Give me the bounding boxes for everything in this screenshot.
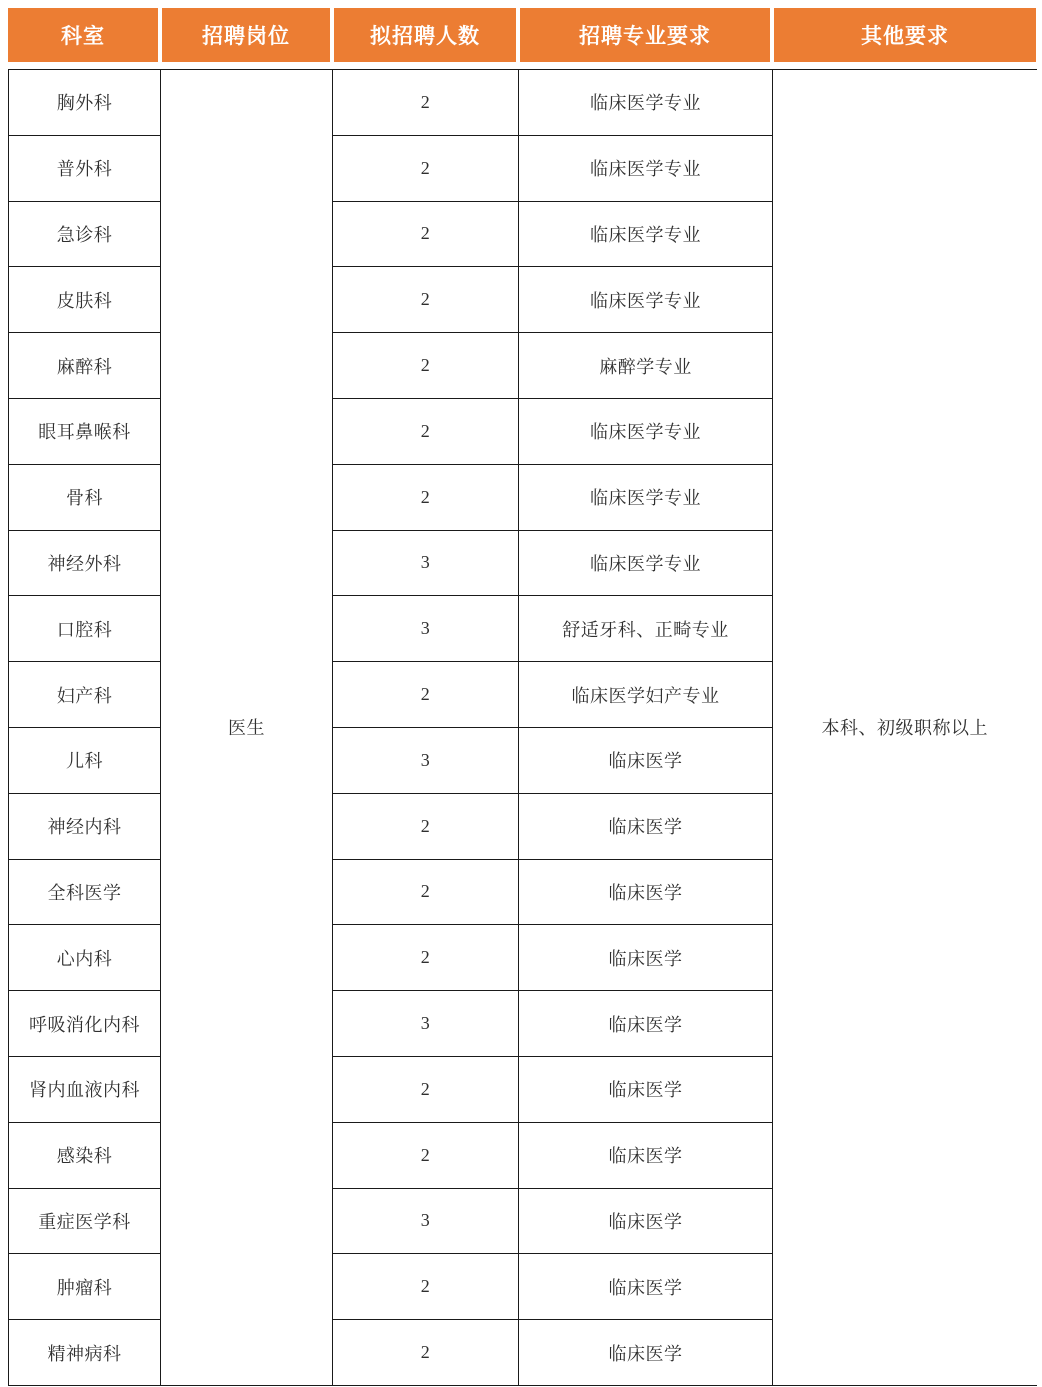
headcount-cell: 3 — [333, 991, 519, 1057]
headcount-cell: 2 — [333, 1122, 519, 1188]
other-requirement-merged-cell: 本科、初级职称以上 — [773, 70, 1037, 1386]
headcount-cell: 3 — [333, 727, 519, 793]
headcount-cell: 3 — [333, 1188, 519, 1254]
table-row — [9, 70, 1037, 136]
recruitment-table-body — [8, 69, 1037, 1386]
department-cell: 感染科 — [9, 1122, 161, 1188]
major-requirement-cell: 临床医学专业 — [519, 135, 773, 201]
headcount-cell: 2 — [333, 1320, 519, 1386]
major-requirement-cell: 临床医学 — [519, 1188, 773, 1254]
headcount-cell: 2 — [333, 1056, 519, 1122]
major-requirement-cell: 临床医学专业 — [519, 267, 773, 333]
major-requirement-cell: 临床医学专业 — [519, 530, 773, 596]
recruitment-table — [8, 8, 1036, 1386]
department-cell: 麻醉科 — [9, 333, 161, 399]
major-requirement-cell: 临床医学 — [519, 727, 773, 793]
table-header — [8, 8, 1036, 62]
department-cell: 神经外科 — [9, 530, 161, 596]
department-cell: 精神病科 — [9, 1320, 161, 1386]
headcount-cell: 2 — [333, 662, 519, 728]
headcount-cell: 2 — [333, 135, 519, 201]
department-cell: 心内科 — [9, 925, 161, 991]
major-requirement-cell: 麻醉学专业 — [519, 333, 773, 399]
major-requirement-cell: 临床医学 — [519, 793, 773, 859]
major-requirement-cell: 临床医学专业 — [519, 464, 773, 530]
department-cell: 全科医学 — [9, 859, 161, 925]
column-header-headcount: 拟招聘人数 — [334, 8, 516, 62]
headcount-cell: 3 — [333, 596, 519, 662]
department-cell: 妇产科 — [9, 662, 161, 728]
table-body — [9, 70, 1037, 1386]
department-cell: 胸外科 — [9, 70, 161, 136]
headcount-cell: 2 — [333, 398, 519, 464]
department-cell: 普外科 — [9, 135, 161, 201]
department-cell: 呼吸消化内科 — [9, 991, 161, 1057]
major-requirement-cell: 临床医学 — [519, 1320, 773, 1386]
department-cell: 急诊科 — [9, 201, 161, 267]
headcount-cell: 2 — [333, 464, 519, 530]
major-requirement-cell: 临床医学专业 — [519, 70, 773, 136]
major-requirement-cell: 临床医学 — [519, 1056, 773, 1122]
headcount-cell: 2 — [333, 925, 519, 991]
major-requirement-cell: 临床医学 — [519, 1122, 773, 1188]
column-header-major: 招聘专业要求 — [520, 8, 770, 62]
column-header-other: 其他要求 — [774, 8, 1036, 62]
department-cell: 肿瘤科 — [9, 1254, 161, 1320]
major-requirement-cell: 临床医学 — [519, 859, 773, 925]
department-cell: 皮肤科 — [9, 267, 161, 333]
major-requirement-cell: 临床医学 — [519, 925, 773, 991]
major-requirement-cell: 临床医学专业 — [519, 398, 773, 464]
department-cell: 儿科 — [9, 727, 161, 793]
major-requirement-cell: 临床医学专业 — [519, 201, 773, 267]
department-cell: 神经内科 — [9, 793, 161, 859]
column-header-department: 科室 — [8, 8, 158, 62]
headcount-cell: 2 — [333, 859, 519, 925]
headcount-cell: 2 — [333, 333, 519, 399]
headcount-cell: 2 — [333, 201, 519, 267]
major-requirement-cell: 舒适牙科、正畸专业 — [519, 596, 773, 662]
major-requirement-cell: 临床医学妇产专业 — [519, 662, 773, 728]
headcount-cell: 2 — [333, 70, 519, 136]
department-cell: 骨科 — [9, 464, 161, 530]
department-cell: 重症医学科 — [9, 1188, 161, 1254]
major-requirement-cell: 临床医学 — [519, 1254, 773, 1320]
position-merged-cell: 医生 — [161, 70, 333, 1386]
department-cell: 肾内血液内科 — [9, 1056, 161, 1122]
department-cell: 口腔科 — [9, 596, 161, 662]
column-header-position: 招聘岗位 — [162, 8, 330, 62]
headcount-cell: 2 — [333, 793, 519, 859]
headcount-cell: 2 — [333, 267, 519, 333]
headcount-cell: 3 — [333, 530, 519, 596]
headcount-cell: 2 — [333, 1254, 519, 1320]
major-requirement-cell: 临床医学 — [519, 991, 773, 1057]
department-cell: 眼耳鼻喉科 — [9, 398, 161, 464]
